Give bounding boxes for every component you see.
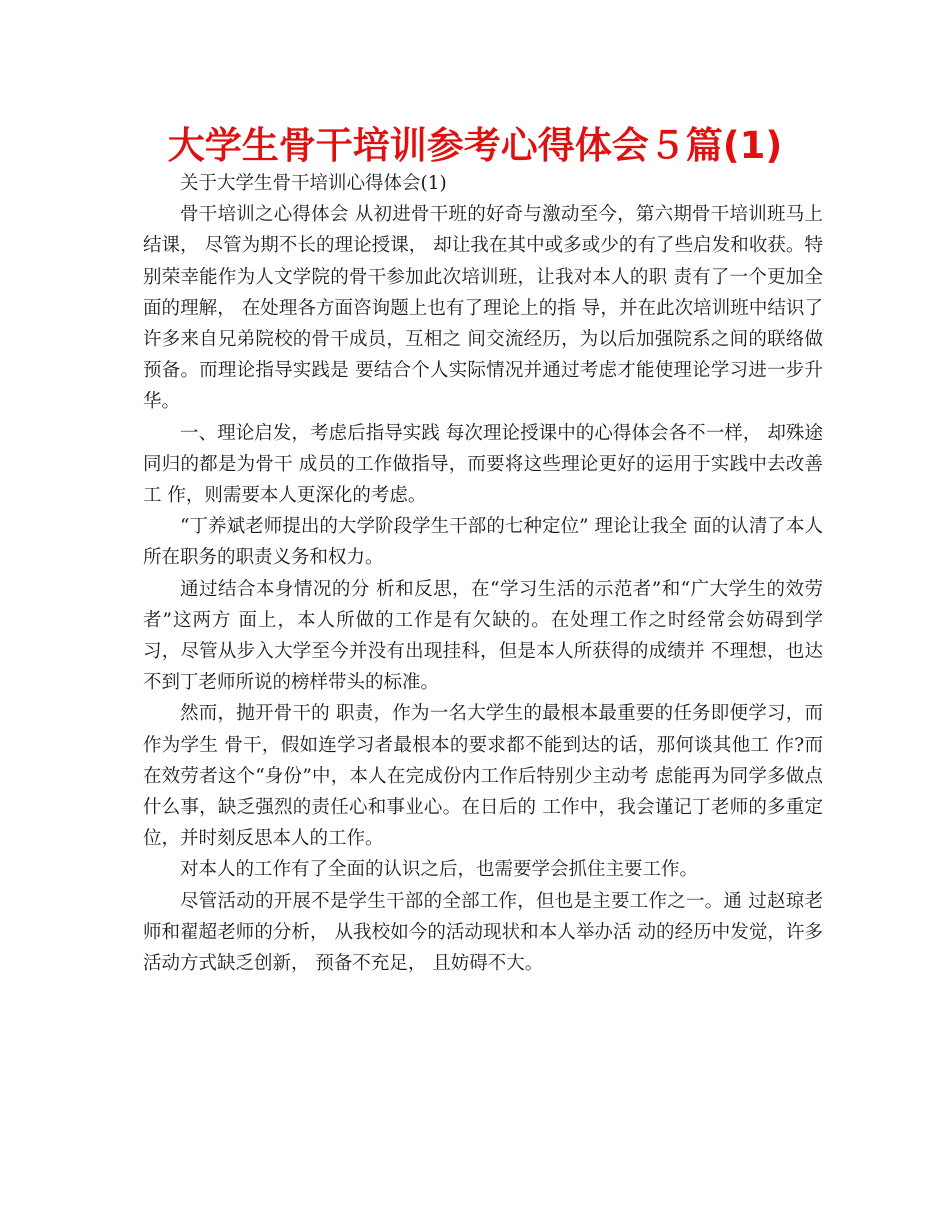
document-title: 大学生骨干培训参考心得体会５篇(1) — [167, 124, 783, 167]
paragraph: 通过结合本身情况的分 析和反思，在“学习生活的示范者”和“广大学生的效劳者”这两方 面上，本人所做的工作是有欠缺的。在处理工作之时经常会妨碍到学 习，尽管从步入大学至今并没有出现挂科，但是本人所获得的成绩并 不理想，也达不到丁老师所说的榜样带头的标准。 — [143, 578, 823, 694]
paragraph: 对本人的工作有了全面的认识之后，也需要学会抓住主要工作。 — [180, 859, 699, 881]
paragraph: 骨干培训之心得体会 从初进骨干班的好奇与激动至今，第六期骨干培训班马上结课， 尽管为期不长的理论授课， 却让我在其中或多或少的有了些启发和收获。特别荣幸能作为人文学院的骨干参加此次培训班，让我对本人的职 责有了一个更加全面的理解， 在处理各方面咨询题上也有了理论上的指 导，并在此次培训班中结识了许多来自兄弟院校的骨干成员，互相之 间交流经历，为以后加强院系之间的联络做预备。而理论指导实践是 要结合个人实际情况并通过考虑才能使理论学习进一步升华。 — [143, 204, 823, 413]
paragraph: 一、理论启发，考虑后指导实践 每次理论授课中的心得体会各不一样， 却殊途同归的都是为骨干 成员的工作做指导，而要将这些理论更好的运用于实践中去改善工 作，则需要本人更深化的考虑。 — [143, 422, 823, 507]
paragraph: 尽管活动的开展不是学生干部的全部工作，但也是主要工作之一。通 过赵琼老师和翟超老师的分析， 从我校如今的活动现状和本人举办活 动的经历中发觉，许多活动方式缺乏创新， 预备不充足， 且妨碍不大。 — [143, 890, 823, 975]
document-subtitle: 关于大学生骨干培训心得体会(1) — [180, 173, 447, 194]
paragraph: 然而，抛开骨干的 职责，作为一名大学生的最根本最重要的任务即便学习，而作为学生 骨干，假如连学习者最根本的要求都不能到达的话，那何谈其他工 作?而在效劳者这个“身份”中，本人在完成份内工作后特别少主动考 虑能再为同学多做点什么事，缺乏强烈的责任心和事业心。在日后的 工作中，我会谨记丁老师的多重定位，并时刻反思本人的工作。 — [143, 703, 823, 850]
document-body — [143, 168, 823, 979]
paragraph: “丁养斌老师提出的大学阶段学生干部的七种定位” 理论让我全 面的认清了本人所在职务的职责义务和权力。 — [143, 516, 823, 569]
